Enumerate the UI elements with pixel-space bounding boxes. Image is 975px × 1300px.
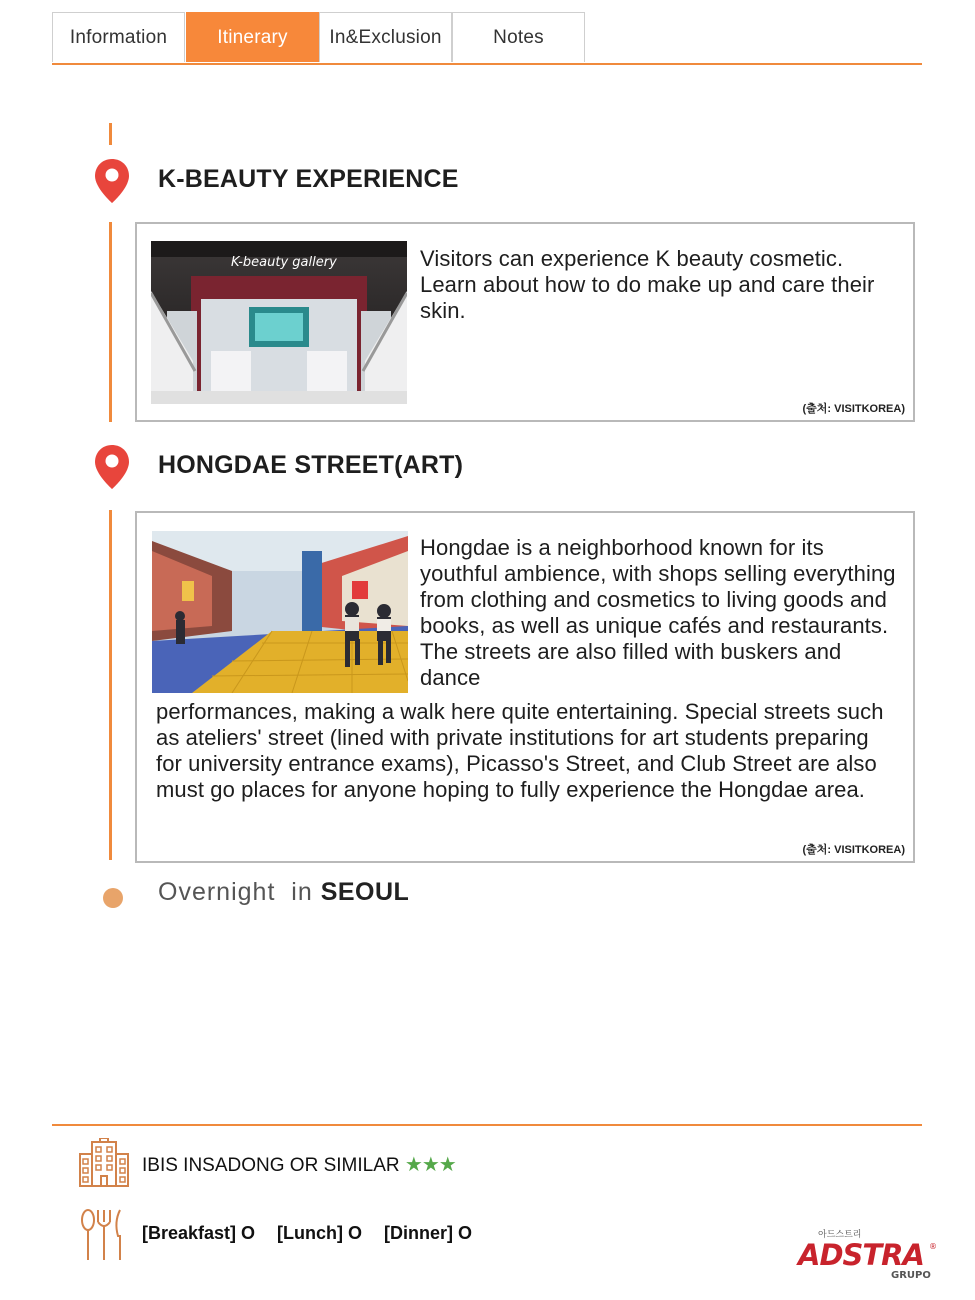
stop-title: K-BEAUTY EXPERIENCE — [158, 165, 459, 193]
meals-info — [142, 1223, 472, 1244]
location-pin-icon — [94, 158, 130, 204]
tab-bar — [52, 12, 922, 65]
overnight-dot-icon — [103, 888, 123, 908]
stop-description: Visitors can experience K beauty cosmetic. Learn about how to do make up and care their skin. — [420, 246, 875, 323]
photo-credit: (출처: VISITKOREA) — [802, 844, 905, 856]
hotel-star-rating: ★★★ — [404, 1154, 456, 1176]
overnight-label — [158, 878, 409, 907]
stop-title: HONGDAE STREET(ART) — [158, 451, 464, 479]
tab-information[interactable]: Information — [52, 12, 185, 62]
logo-korean: 아드스트리 — [818, 1230, 862, 1240]
timeline-line — [109, 123, 112, 145]
overnight-prefix: Overnight in — [158, 878, 321, 906]
stop-card — [135, 511, 915, 863]
logo-registered-mark: ® — [929, 1242, 937, 1251]
tab-itinerary[interactable]: Itinerary — [186, 12, 319, 62]
k-beauty-photo — [151, 241, 407, 404]
photo-credit: (출처: VISITKOREA) — [802, 403, 905, 415]
meal-breakfast: [Breakfast] O — [142, 1223, 256, 1243]
k-beauty-sign: K-beauty gallery — [231, 255, 337, 270]
logo-brand: ADSTRA — [798, 1238, 924, 1272]
meal-dinner: [Dinner] O — [384, 1223, 473, 1243]
timeline-line — [109, 510, 112, 860]
hotel-building-icon — [78, 1138, 130, 1188]
adstra-logo — [796, 1225, 941, 1285]
timeline-line — [109, 222, 112, 422]
overnight-city: SEOUL — [320, 878, 410, 906]
footer-divider — [52, 1124, 922, 1126]
hotel-label: IBIS INSADONG OR SIMILAR — [142, 1155, 400, 1176]
stop-description-wrap: Hongdae is a neighborhood known for its youthful ambience, with shops selling everything from clothing and cosmetics to living goods and books, as well as unique cafés and restaurants. The streets are also filled with buskers and dance — [420, 535, 896, 690]
location-pin-icon — [94, 444, 130, 490]
stop-card — [135, 222, 915, 422]
meal-lunch: [Lunch] O — [277, 1223, 363, 1243]
hotel-name — [142, 1152, 456, 1177]
hongdae-street-photo — [152, 531, 408, 693]
logo-sub: GRUPO — [891, 1270, 931, 1281]
tab-notes[interactable]: Notes — [452, 12, 585, 62]
stop-description-continued: performances, making a walk here quite entertaining. Special streets such as ateliers' street (lined with private institutions for art students preparing for university entrance exams), Picasso's Street, and Club Street are also must go places for anyone hoping to fully experience the Hongdae area. — [156, 699, 884, 802]
cutlery-icon — [80, 1208, 126, 1262]
tab-inclusion-exclusion[interactable]: In&Exclusion — [319, 12, 452, 62]
